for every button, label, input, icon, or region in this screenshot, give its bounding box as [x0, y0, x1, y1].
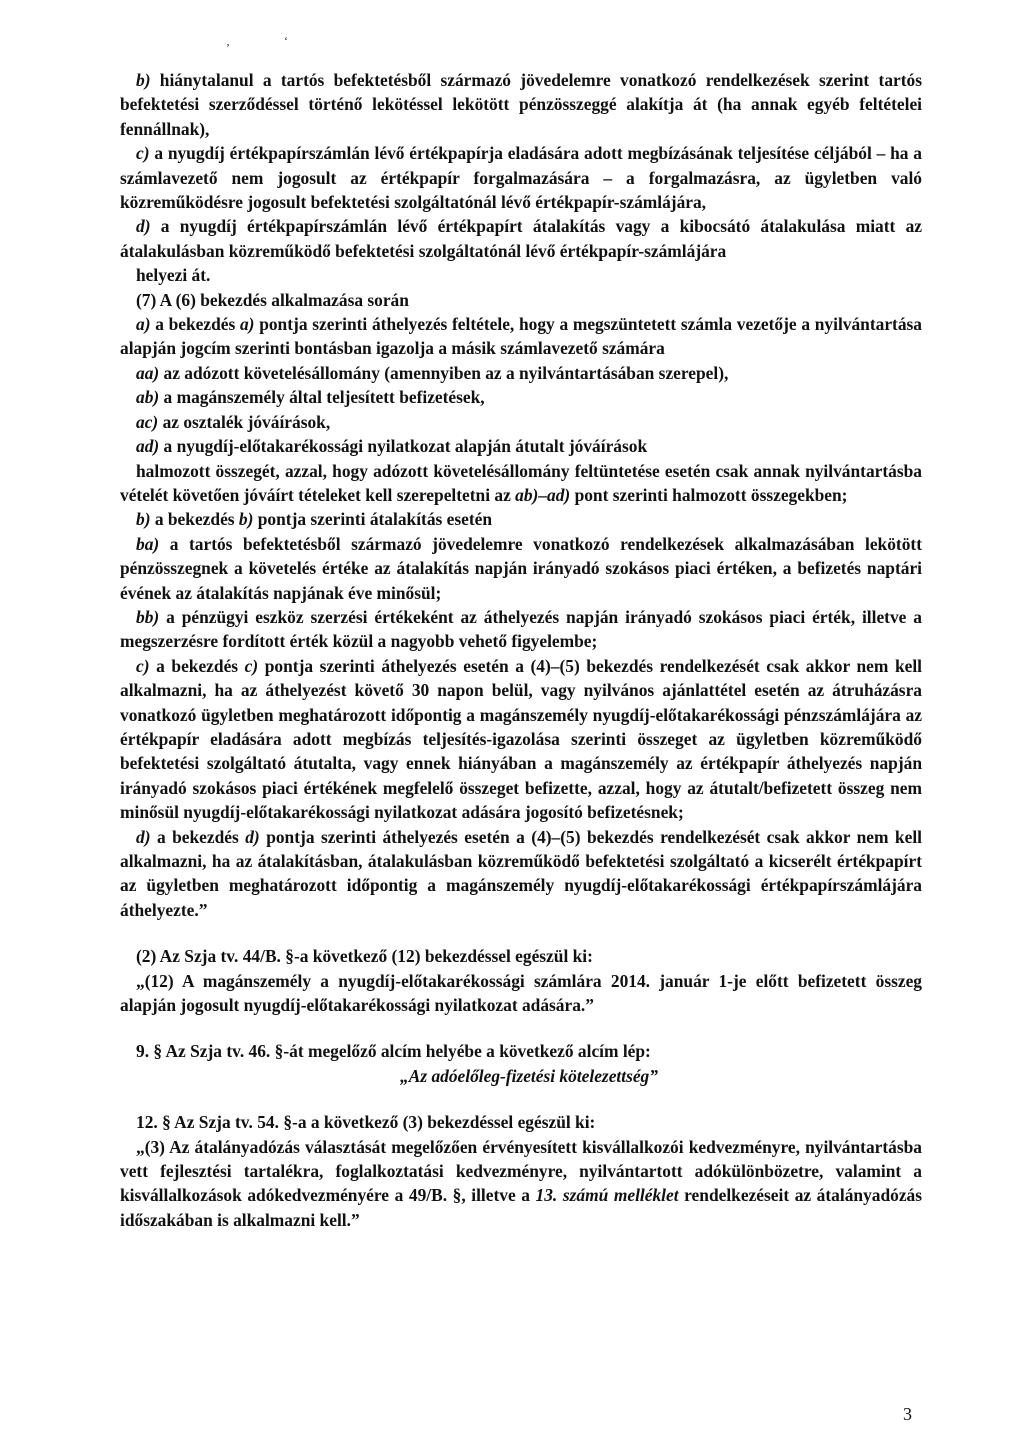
text-segment: az adózott követelésállomány (amennyiben az a nyilvántartásában szerepel), [159, 362, 729, 383]
text-segment: hiánytalanul a tartós befektetésből származó jövedelemre vonatkozó rendelkezések szerint tartós befektetési szerződéssel történő lekötéssel lekötött pénzösszeggé alakítja át (ha annak egyéb feltételei fennállnak), [120, 70, 922, 139]
paragraph [120, 434, 922, 458]
paragraph [120, 141, 922, 214]
paragraph [120, 263, 922, 287]
italic-text-segment: b) [136, 509, 151, 530]
text-segment: a bekezdés [150, 314, 240, 335]
page-number: 3 [903, 1404, 912, 1424]
paragraph [120, 1110, 922, 1134]
text-segment: pontja szerinti áthelyezés feltétele, hogy a megszüntetett számla vezetője a nyilvántartása alapján jogcím szerinti bontásban igazolja a másik számlavezető számára [120, 314, 922, 359]
text-segment: (2) Az Szja tv. 44/B. §-a következő (12) bekezdéssel egészül ki: [136, 946, 593, 967]
italic-text-segment: ba) [136, 533, 160, 554]
text-segment: az osztalék jóváírások, [158, 411, 331, 432]
paragraph [120, 605, 922, 654]
italic-text-segment: ab)–ad) [515, 484, 571, 505]
text-segment: pont szerinti halmozott összegekben; [570, 484, 848, 505]
paragraph [120, 68, 922, 141]
paragraph [120, 654, 922, 825]
italic-text-segment: a) [239, 314, 255, 335]
text-segment: helyezi át. [136, 265, 211, 286]
italic-text-segment: c) [136, 655, 150, 676]
paragraph [120, 410, 922, 434]
text-segment: 9. § Az Szja tv. 46. §-át megelőző alcím helyébe a következő alcím lép: [136, 1041, 651, 1062]
text-segment: a nyugdíj értékpapírszámlán lévő értékpapírt átalakítás vagy a kibocsátó átalakulása miatt az átalakulásban közreműködő befektetési szolgáltatónál lévő értékpapír-számlájára [120, 216, 922, 261]
paragraph [120, 969, 922, 1018]
text-segment: a bekezdés [150, 509, 239, 530]
text-segment: a nyugdíj értékpapírszámlán lévő értékpapírja eladására adott megbízásának teljesítése céljából – ha a számlavezető nem jogosult az értékpapír forgalmazására – a forgalmazásra, az ügyletben való közreműködésre jogosult befektetési szolgáltatónál lévő értékpapír-számlájára, [120, 143, 922, 213]
paragraph [120, 1064, 922, 1088]
italic-text-segment: bb) [136, 606, 160, 627]
paragraph [120, 459, 922, 508]
paragraph [120, 944, 922, 968]
italic-text-segment: d) [245, 826, 260, 847]
text-segment: „(3) Az átalányadózás választását megelőzően érvényesített kisvállalkozói kedvezményre, nyilvántartásba vett fejlesztési tartalékra, foglalkoztatási kedvezményre, nyilvántartott adókülönbözetre, valamint a kisvállalkozások adókedvezményére a 49/B. §, illetve a [120, 1136, 922, 1206]
text-segment: „(12) A magánszemély a nyugdíj-előtakarékossági számlára 2014. január 1-je előtt befizetett összeg alapján jogosult nyugdíj-előtakarékossági nyilatkozat adására.” [120, 970, 922, 1016]
scan-mark: ‚ [226, 34, 230, 48]
text-segment: „Az adóelőleg-fizetési kötelezettség” [400, 1065, 658, 1086]
document-body [120, 68, 922, 1232]
italic-text-segment: ad) [136, 436, 160, 457]
paragraph [120, 288, 922, 312]
text-segment: halmozott összegét, azzal, hogy adózott követelésállomány feltüntetése esetén csak annak nyilvántartásba vételét követően jóváírt tételeket kell szerepeltetni az [120, 460, 922, 505]
paragraph [120, 1039, 922, 1063]
paragraph [120, 532, 922, 605]
italic-text-segment: c) [136, 143, 150, 164]
italic-text-segment: b) [238, 509, 254, 530]
paragraph [120, 385, 922, 409]
paragraph [120, 825, 922, 923]
text-segment: pontja szerinti áthelyezés esetén a (4)–(5) bekezdés rendelkezését csak akkor nem kell alkalmazni, ha az átalakításban, átalakulásban közreműködő befektetési szolgáltató a kicserélt értékpapírt az ügyletben meghatározott időpontig a magánszemély nyugdíj-előtakarékossági értékpapírszámlájára áthelyezte.” [120, 826, 922, 920]
text-segment: (7) A (6) bekezdés alkalmazása során [136, 289, 409, 310]
italic-text-segment: b) [136, 70, 151, 90]
paragraph [120, 507, 922, 531]
text-segment: pontja szerinti áthelyezés esetén a (4)–(5) bekezdés rendelkezését csak akkor nem kell alkalmazni, ha az áthelyezést követő 30 napon belül, vagy nyilvános ajánlattétel esetén az átruházásra vonatkozó ügyletben meghatározott időpontig a magánszemély nyugdíj-előtakarékossági pénzszámlájára az értékpapír eladására adott megbízás teljesítés-igazolása szerinti összeget az ügyletben közreműködő befektetési szolgáltató átutalta, vagy ennek hiányában a magánszemély az értékpapír áthelyezés napján irányadó szokásos piaci értékének megfelelő összeget befizette, azzal, hogy az átutalt/befizetett összeg nem minősül nyugdíj-előtakarékossági nyilatkozat adására jogosító befizetésnek; [120, 655, 923, 823]
italic-text-segment: ab) [136, 387, 160, 408]
italic-text-segment: d) [136, 216, 151, 237]
text-segment: a magánszemély által teljesített befizetések, [159, 387, 485, 408]
text-segment: pontja szerinti átalakítás esetén [253, 509, 493, 530]
italic-text-segment: d) [136, 826, 151, 847]
text-segment: 12. § Az Szja tv. 54. §-a a következő (3) bekezdéssel egészül ki: [136, 1112, 596, 1133]
paragraph [120, 312, 922, 361]
italic-text-segment: a) [136, 314, 151, 335]
italic-text-segment: c) [244, 655, 259, 676]
text-segment: a bekezdés [150, 826, 246, 847]
text-segment: rendelkezéseit az átalányadózás időszakában is alkalmazni kell.” [120, 1185, 923, 1230]
text-segment: a tartós befektetésből származó jövedelemre vonatkozó rendelkezések alkalmazásában lekötött pénzösszegnek a követelés értéke az átalakítás napján irányadó szokásos piaci értéken, a befizetés naptári évének az átalakítás napjának éve minősül; [120, 533, 922, 603]
text-segment: a bekezdés [149, 655, 245, 676]
paragraph [120, 214, 922, 263]
italic-text-segment: 13. számú melléklet [535, 1185, 679, 1206]
text-segment: a pénzügyi eszköz szerzési értékeként az áthelyezés napján irányadó szokásos piaci érték, illetve a megszerzésre fordított érték közül a nagyobb vehető figyelembe; [120, 606, 922, 652]
paragraph [120, 361, 922, 385]
italic-text-segment: aa) [136, 362, 160, 383]
italic-text-segment: ac) [136, 411, 159, 432]
paragraph [120, 1135, 922, 1233]
scan-mark: ‘ [284, 34, 288, 48]
text-segment: a nyugdíj-előtakarékossági nyilatkozat alapján átutalt jóváírások [159, 436, 648, 457]
